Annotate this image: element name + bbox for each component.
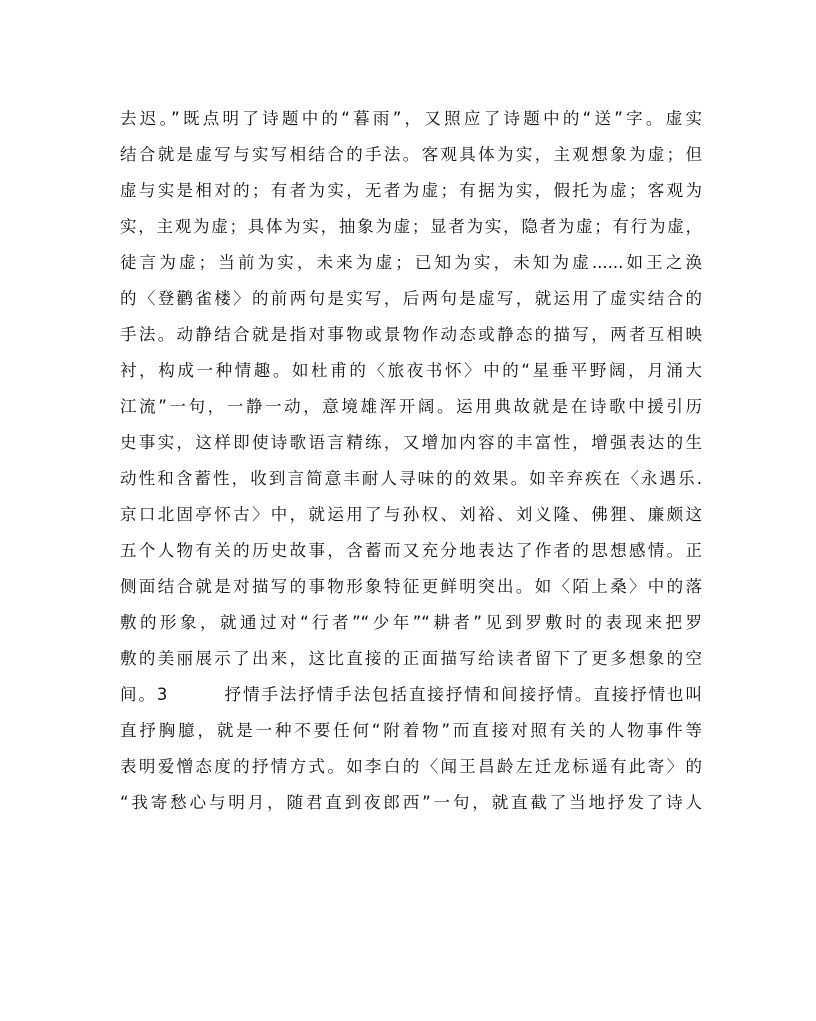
text-line: 表明爱憎态度的抒情方式。如李白的〈闻王昌龄左迁龙标遥有此寄〉的 bbox=[120, 757, 702, 776]
text-line: 衬，构成一种情趣。如杜甫的〈旅夜书怀〉中的“星垂平野阔，月涌大 bbox=[120, 361, 702, 380]
text-line: 京口北固亭怀古〉中，就运用了与孙权、刘裕、刘义隆、佛狸、廉颇这 bbox=[120, 505, 702, 524]
text-line: 江流”一句，一静一动，意境雄浑开阔。运用典故就是在诗歌中援引历 bbox=[120, 397, 702, 416]
text-line: 动性和含蓄性，收到言简意丰耐人寻味的的效果。如辛弃疾在〈永遇乐. bbox=[120, 469, 702, 488]
text-line: 结合就是虚写与实写相结合的手法。客观具体为实，主观想象为虚；但 bbox=[120, 145, 702, 164]
text-line: 敷的美丽展示了出来，这比直接的正面描写给读者留下了更多想象的空 bbox=[120, 649, 702, 668]
text-line: 敷的形象，就通过对“行者”“少年”“耕者”见到罗敷时的表现来把罗 bbox=[120, 613, 702, 632]
text-line: 去迟。”既点明了诗题中的“暮雨”，又照应了诗题中的“送”字。虚实 bbox=[120, 109, 702, 128]
text-line: 手法。动静结合就是指对事物或景物作动态或静态的描写，两者互相映 bbox=[120, 325, 702, 344]
text-line: 五个人物有关的历史故事，含蓄而又充分地表达了作者的思想感情。正 bbox=[120, 541, 702, 560]
text-line: “我寄愁心与明月，随君直到夜郎西”一句，就直截了当地抒发了诗人 bbox=[120, 793, 702, 812]
text-line: 虚与实是相对的；有者为实，无者为虚；有据为实，假托为虚；客观为 bbox=[120, 181, 702, 200]
text-line: 的〈登鹳雀楼〉的前两句是实写，后两句是虚写，就运用了虚实结合的 bbox=[120, 289, 702, 308]
text-line: 侧面结合就是对描写的事物形象特征更鲜明突出。如〈陌上桑〉中的落 bbox=[120, 577, 702, 596]
body-text bbox=[120, 101, 702, 821]
text-line: 徒言为虚；当前为实，未来为虚；已知为实，未知为虚......如王之涣 bbox=[120, 253, 702, 272]
text-line: 史事实，这样即使诗歌语言精练，又增加内容的丰富性，增强表达的生 bbox=[120, 433, 702, 452]
text-line: 间。3 抒情手法抒情手法包括直接抒情和间接抒情。直接抒情也叫 bbox=[120, 685, 702, 704]
text-line: 实，主观为虚；具体为实，抽象为虚；显者为实，隐者为虚；有行为虚， bbox=[120, 217, 702, 236]
text-line: 直抒胸臆，就是一种不要任何“附着物”而直接对照有关的人物事件等 bbox=[120, 721, 702, 740]
